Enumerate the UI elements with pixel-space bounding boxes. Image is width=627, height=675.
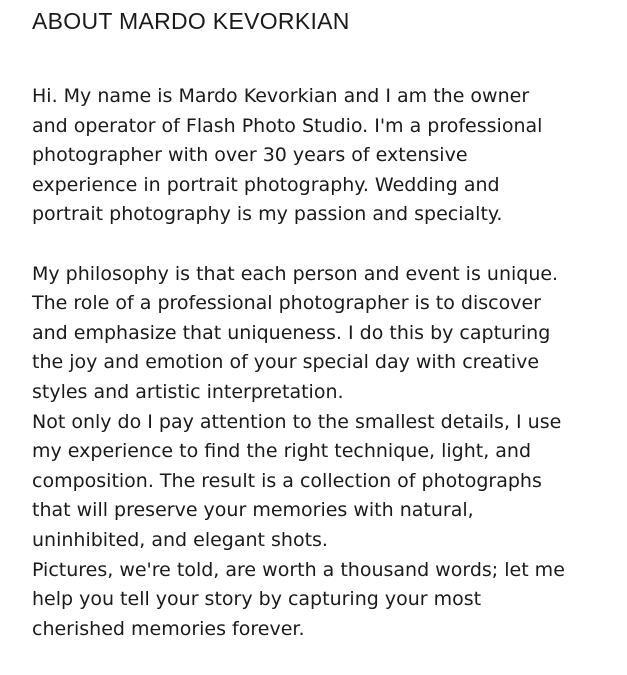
text-line: Pictures, we're told, are worth a thousand words; let me [32, 558, 565, 581]
text-line: and operator of Flash Photo Studio. I'm a professional [32, 114, 543, 137]
details-paragraph [32, 408, 612, 556]
page-title: ABOUT MARDO KEVORKIAN [32, 8, 350, 34]
text-line: portrait photography is my passion and specialty. [32, 203, 503, 226]
text-line: and emphasize that uniqueness. I do this by capturing [32, 321, 551, 344]
text-line: that will preserve your memories with natural, [32, 499, 474, 522]
text-line: my experience to find the right technique, light, and [32, 440, 532, 463]
text-line: Not only do I pay attention to the smallest details, I use [32, 410, 562, 433]
philosophy-paragraph [32, 260, 612, 408]
about-body [32, 82, 612, 644]
text-line: help you tell your story by capturing your most [32, 588, 482, 611]
text-line: cherished memories forever. [32, 617, 305, 640]
text-line: The role of a professional photographer is to discover [32, 292, 541, 315]
text-line: photographer with over 30 years of extensive [32, 144, 468, 167]
text-line: the joy and emotion of your special day with creative [32, 351, 540, 374]
closing-paragraph [32, 556, 612, 645]
intro-paragraph [32, 82, 612, 230]
text-line: uninhibited, and elegant shots. [32, 528, 328, 551]
text-line: styles and artistic interpretation. [32, 380, 344, 403]
text-line: My philosophy is that each person and event is unique. [32, 262, 559, 285]
text-line: Hi. My name is Mardo Kevorkian and I am the owner [32, 85, 530, 107]
text-line: composition. The result is a collection of photographs [32, 469, 542, 492]
text-line: experience in portrait photography. Wedding and [32, 173, 500, 196]
